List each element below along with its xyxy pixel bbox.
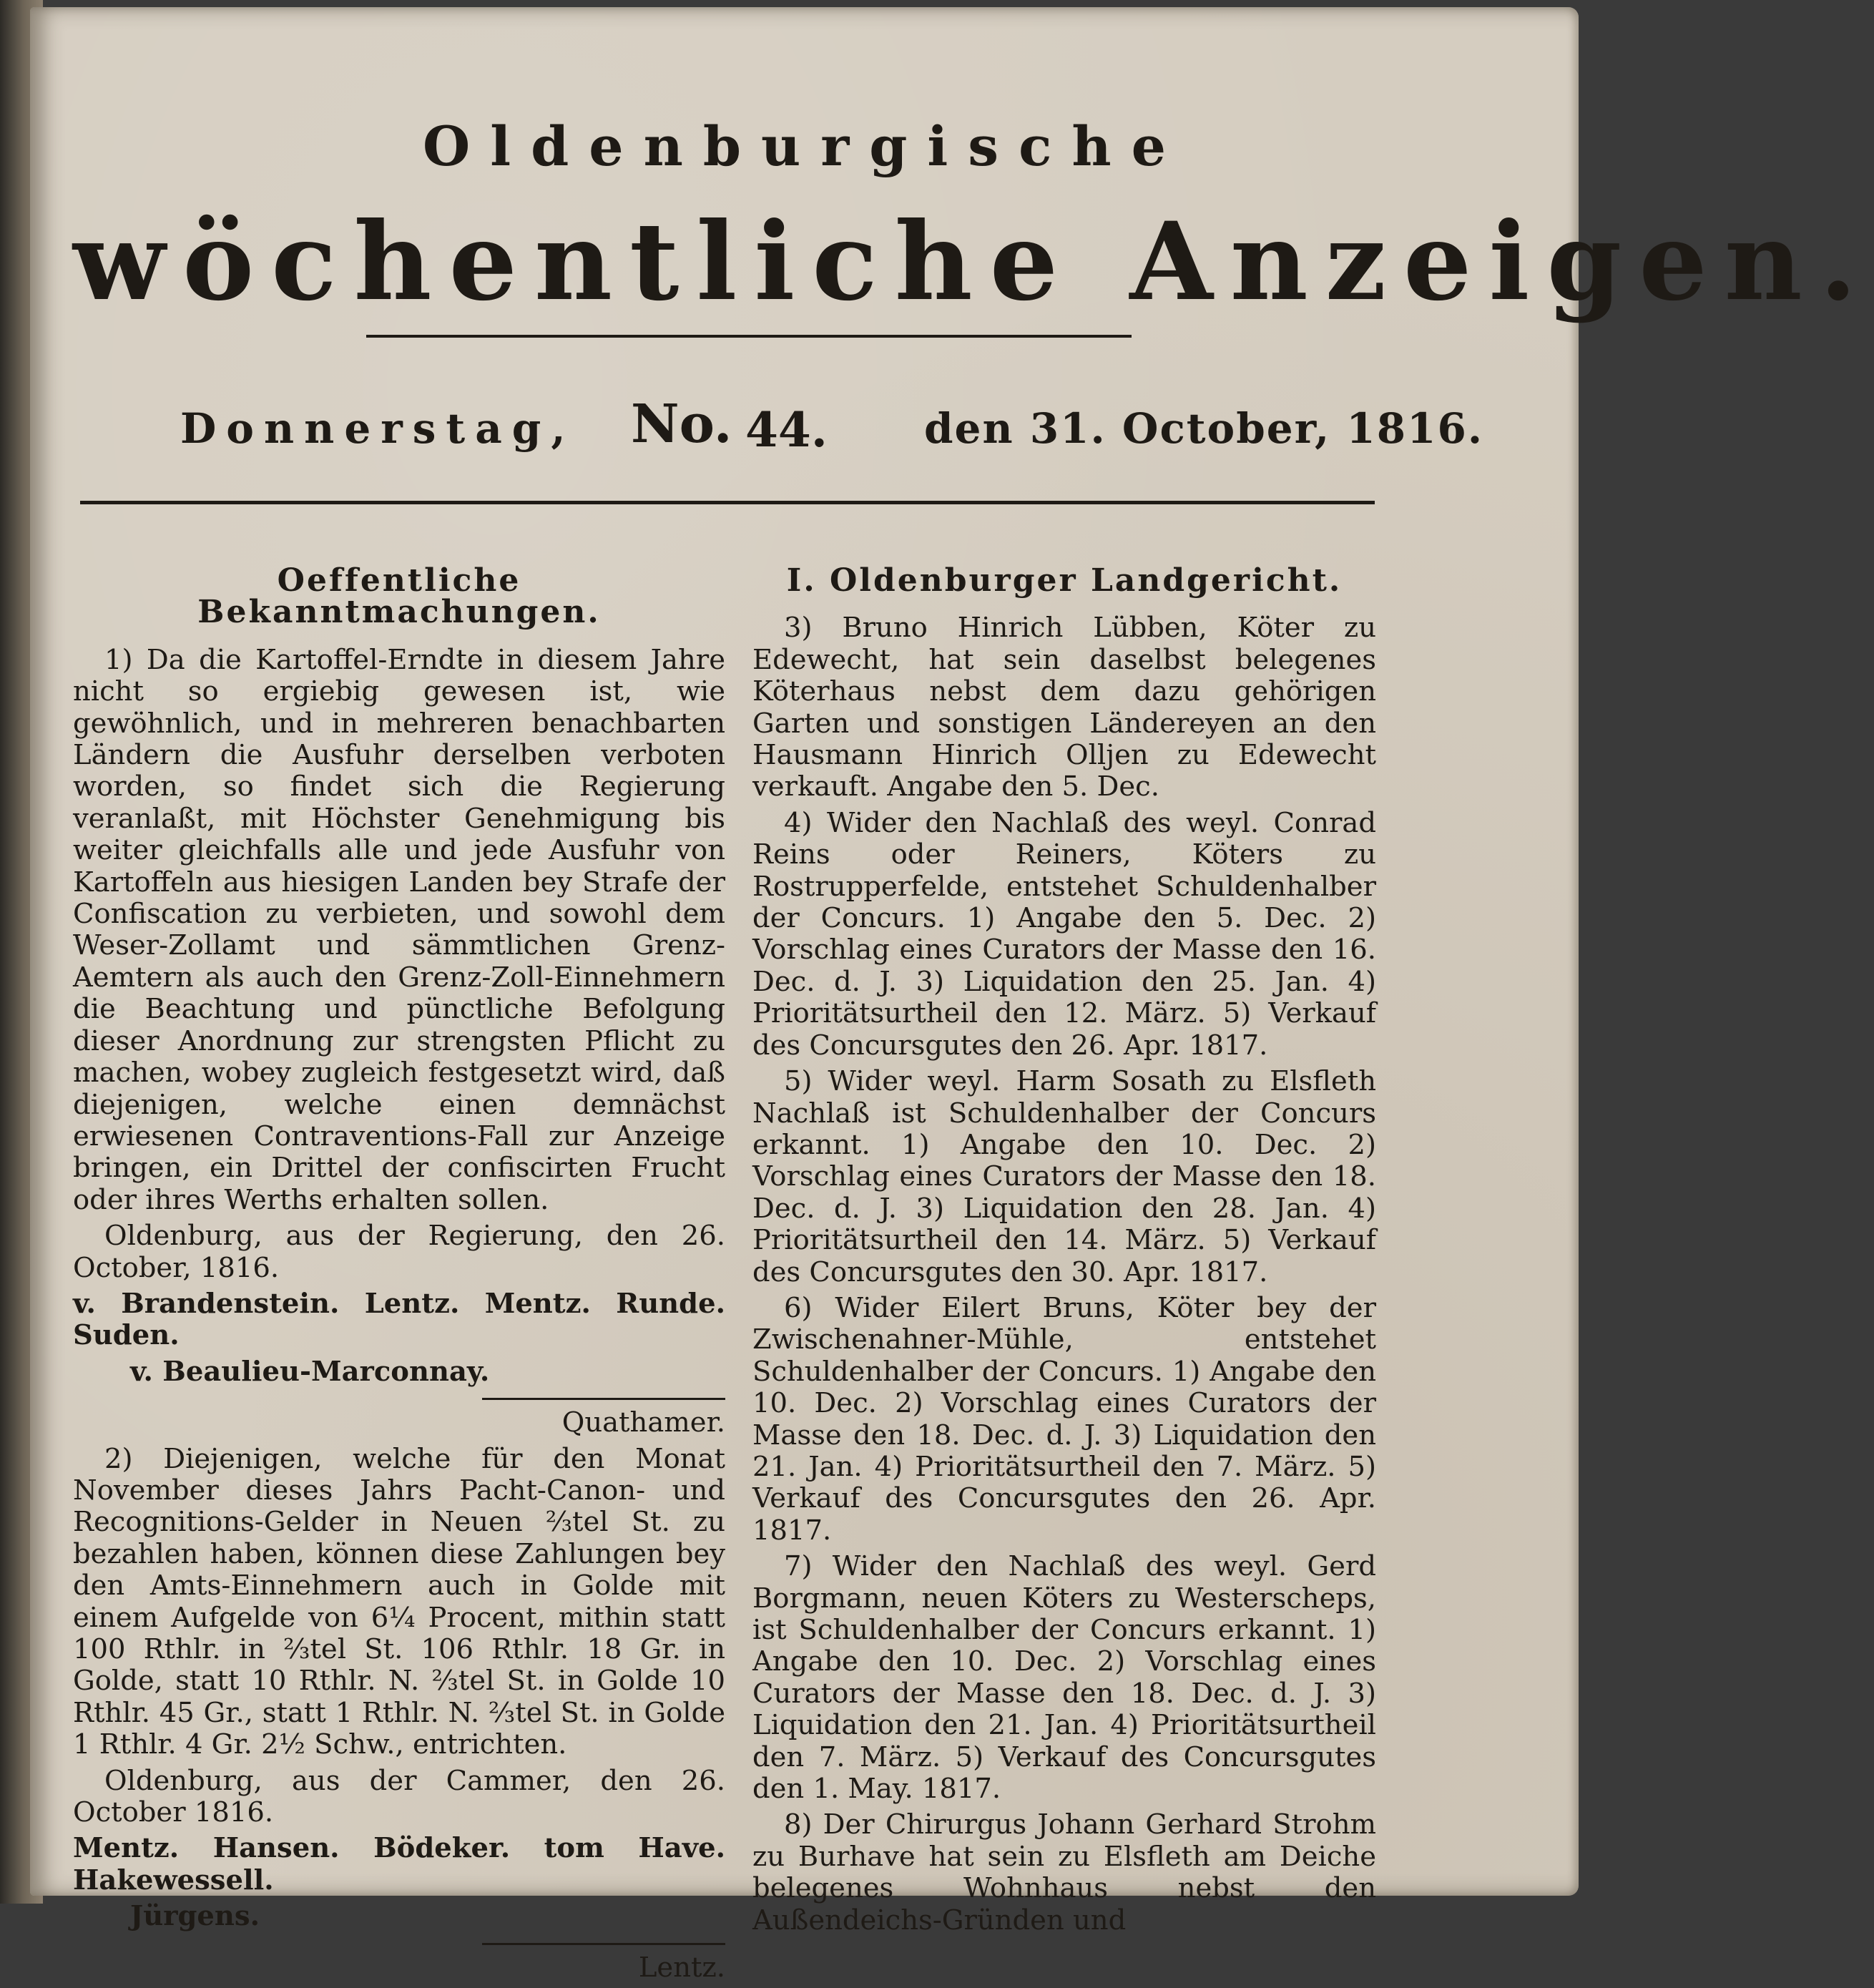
notice-item: 3) Bruno Hinrich Lübben, Köter zu Edewecht, hat sein daselbst belegenes Köterhaus nebst dem dazu gehörigen Garten und sonstigen Ländereyen an den Hausmann Hinrich Olljen zu Edewecht verkauft. Angabe den 5. Dec. [752, 612, 1376, 803]
notice-item: 4) Wider den Nachlaß des weyl. Conrad Reins oder Reiners, Köters zu Rostrupperfelde, entstehet Schuldenhalber der Concurs. 1) Angabe den 5. Dec. 2) Vorschlag eines Curators der Masse den 16. Dec. d. J. 3) Liquidation den 25. Jan. 4) Prioritätsurtheil den 12. März. 5) Verkauf des Concursgutes den 26. Apr. 1817. [752, 806, 1376, 1062]
notice-1-signers-2: v. Beaulieu-Marconnay. [130, 1355, 490, 1388]
masthead-rule [366, 335, 1132, 338]
masthead-title: wöchentliche Anzeigen. [73, 199, 1874, 325]
newspaper-page [30, 7, 1874, 1984]
signature-rule [482, 1943, 725, 1945]
dateline-weekday: Donnerstag, [180, 404, 576, 453]
notice-2-place-date: Oldenburg, aus der Cammer, den 26. October 1816. [73, 1764, 725, 1829]
right-column [752, 562, 1376, 1941]
notice-item: 6) Wider Eilert Bruns, Köter bey der Zwischenahner-Mühle, entstehet Schuldenhalber der Concurs. 1) Angabe den 10. Dec. 2) Vorschlag eines Curators der Masse den 18. Dec. d. J. 3) Liquidation den 21. Jan. 4) Prioritätsurtheil den 7. März. 5) Verkauf des Concursgutes den 26. Apr. 1817. [752, 1291, 1376, 1547]
masthead-line-1: Oldenburgische [423, 114, 1186, 178]
notice-2-text: 2) Diejenigen, welche für den Monat November dieses Jahrs Pacht-Canon- und Recognitions-Gelder in Neuen ⅔tel St. zu bezahlen haben, können diese Zahlungen bey den Amts-Einnehmern auch in Golde mit einem Aufgelde von 6¼ Procent, mithin statt 100 Rthlr. in ⅔tel St. 106 Rthlr. 18 Gr. in Golde, statt 10 Rthlr. N. ⅔tel St. in Golde 10 Rthlr. 45 Gr., statt 1 Rthlr. N. ⅔tel St. in Golde 1 Rthlr. 4 Gr. 2½ Schw., entrichten. [73, 1442, 725, 1761]
notice-2-clerk: Lentz. [638, 1951, 725, 1984]
notice-1-place-date: Oldenburg, aus der Regierung, den 26. October, 1816. [73, 1220, 725, 1284]
notice-item: 8) Der Chirurgus Johann Gerhard Strohm zu Burhave hat sein zu Elsfleth am Deiche belegenes Wohnhaus nebst den Außendeichs-Gründen und [752, 1808, 1376, 1936]
section-heading-public-notices: Oeffentliche Bekanntmachungen. [197, 562, 601, 631]
notice-2-signers: Mentz. Hansen. Bödeker. tom Have. Hakewessell. [73, 1832, 725, 1896]
notice-1-text: 1) Da die Kartoffel-Erndte in diesem Jahre nicht so ergiebig gewesen ist, wie gewöhnlich, und in mehreren benachbarten Ländern die Ausfuhr derselben verboten worden, so findet sich die Regierung veranlaßt, mit Höchster Genehmigung bis weiter gleichfalls alle und jede Ausfuhr von Kartoffeln aus hiesigen Landen bey Strafe der Confiscation zu verbieten, und sowohl dem Weser-Zollamt und sämmtlichen Grenz-Aemtern als auch den Grenz-Zoll-Einnehmern die Beachtung und pünctliche Befolgung dieser Anordnung zur strengsten Pflicht zu machen, wobey zugleich festgesetzt wird, daß diejenigen, welche einen demnächst erwiesenen Contraventions-Fall zur Anzeige bringen, ein Drittel der confiscirten Frucht oder ihres Werths erhalten sollen. [73, 643, 725, 1216]
notice-1-signers: v. Brandenstein. Lentz. Mentz. Runde. Suden. [73, 1287, 725, 1352]
dateline-rule [80, 501, 1375, 504]
signature-rule [482, 1398, 725, 1400]
notice-item: 5) Wider weyl. Harm Sosath zu Elsfleth Nachlaß ist Schuldenhalber der Concurs erkannt. 1) Angabe den 10. Dec. 2) Vorschlag eines Curators der Masse den 18. Dec. d. J. 3) Liquidation den 28. Jan. 4) Prioritätsurtheil den 14. März. 5) Verkauf des Concursgutes den 30. Apr. 1817. [752, 1065, 1376, 1288]
left-column [73, 562, 725, 1988]
notice-item: 7) Wider den Nachlaß des weyl. Gerd Borgmann, neuen Köters zu Westerscheps, ist Schuldenhalber der Concurs erkannt. 1) Angabe den 10. Dec. 2) Vorschlag eines Curators der Masse den 18. Dec. d. J. 3) Liquidation den 21. Jan. 4) Prioritätsurtheil den 7. März. 5) Verkauf des Concursgutes den 1. May. 1817. [752, 1550, 1376, 1806]
issue-date: den 31. October, 1816. [924, 404, 1484, 453]
issue-number: 44. [745, 402, 828, 458]
section-heading-landgericht: I. Oldenburger Landgericht. [786, 562, 1343, 599]
notice-2-signers-2: Jürgens. [130, 1900, 260, 1933]
issue-number-label: No. [631, 393, 732, 455]
notice-1-clerk: Quathamer. [561, 1406, 725, 1439]
